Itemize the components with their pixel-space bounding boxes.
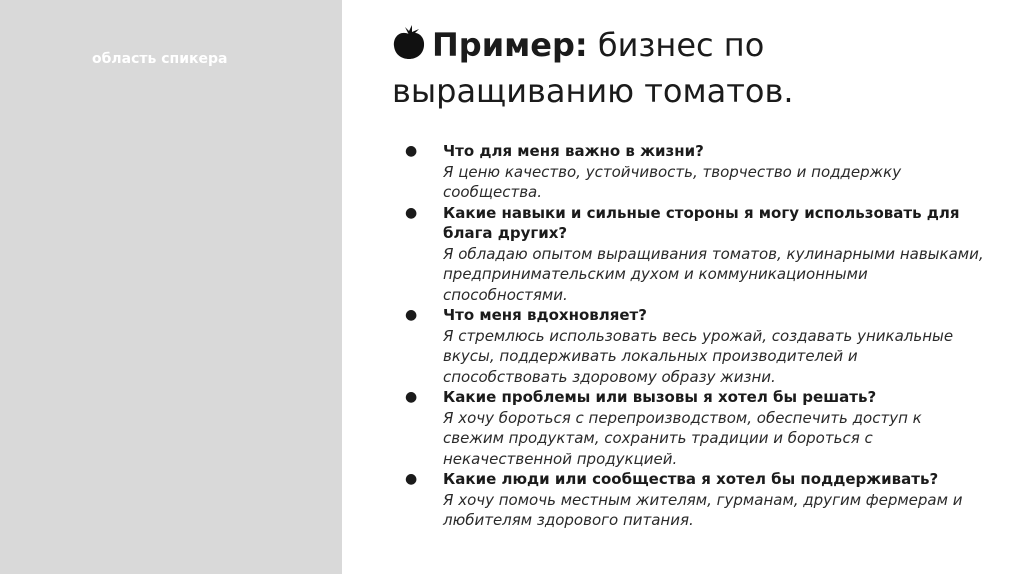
answer: Я обладаю опытом выращивания томатов, кулинарными навыками, предпринимательским духом и коммуникационными способностями.: [443, 244, 984, 304]
list-item: [405, 203, 985, 306]
question-list: [405, 141, 985, 531]
answer: Я хочу бороться с перепроизводством, обеспечить доступ к свежим продуктам, сохранить традиции и бороться с некачественной продукцией.: [443, 408, 922, 468]
answer: Я ценю качество, устойчивость, творчество и поддержку сообщества.: [443, 162, 902, 201]
bullet: ●: [405, 389, 418, 405]
tomato-icon: [392, 24, 426, 60]
bullet: ●: [405, 307, 418, 323]
bullet: ●: [405, 143, 418, 159]
question: Какие навыки и сильные стороны я могу использовать для блага других?: [443, 203, 960, 242]
slide-title: [392, 22, 992, 114]
speaker-area: [0, 0, 342, 574]
answer: Я хочу помочь местным жителям, гурманам, другим фермерам и любителям здорового питания.: [443, 490, 963, 529]
question: Что для меня важно в жизни?: [443, 142, 704, 160]
question: Какие проблемы или вызовы я хотел бы решать?: [443, 388, 877, 406]
question: Какие люди или сообщества я хотел бы поддерживать?: [443, 470, 939, 488]
list-item: [405, 141, 985, 203]
list-item: [405, 469, 985, 531]
question: Что меня вдохновляет?: [443, 306, 647, 324]
bullet: ●: [405, 471, 418, 487]
list-item: [405, 387, 985, 469]
speaker-area-label: область спикера: [92, 51, 228, 67]
title-bold: Пример:: [432, 26, 588, 64]
bullet: ●: [405, 204, 418, 221]
list-item: [405, 305, 985, 387]
title-rest: бизнес по выращиванию томатов.: [392, 26, 794, 110]
answer: Я стремлюсь использовать весь урожай, создавать уникальные вкусы, поддерживать локальных производителей и способствовать здоровому образу жизни.: [443, 326, 954, 386]
